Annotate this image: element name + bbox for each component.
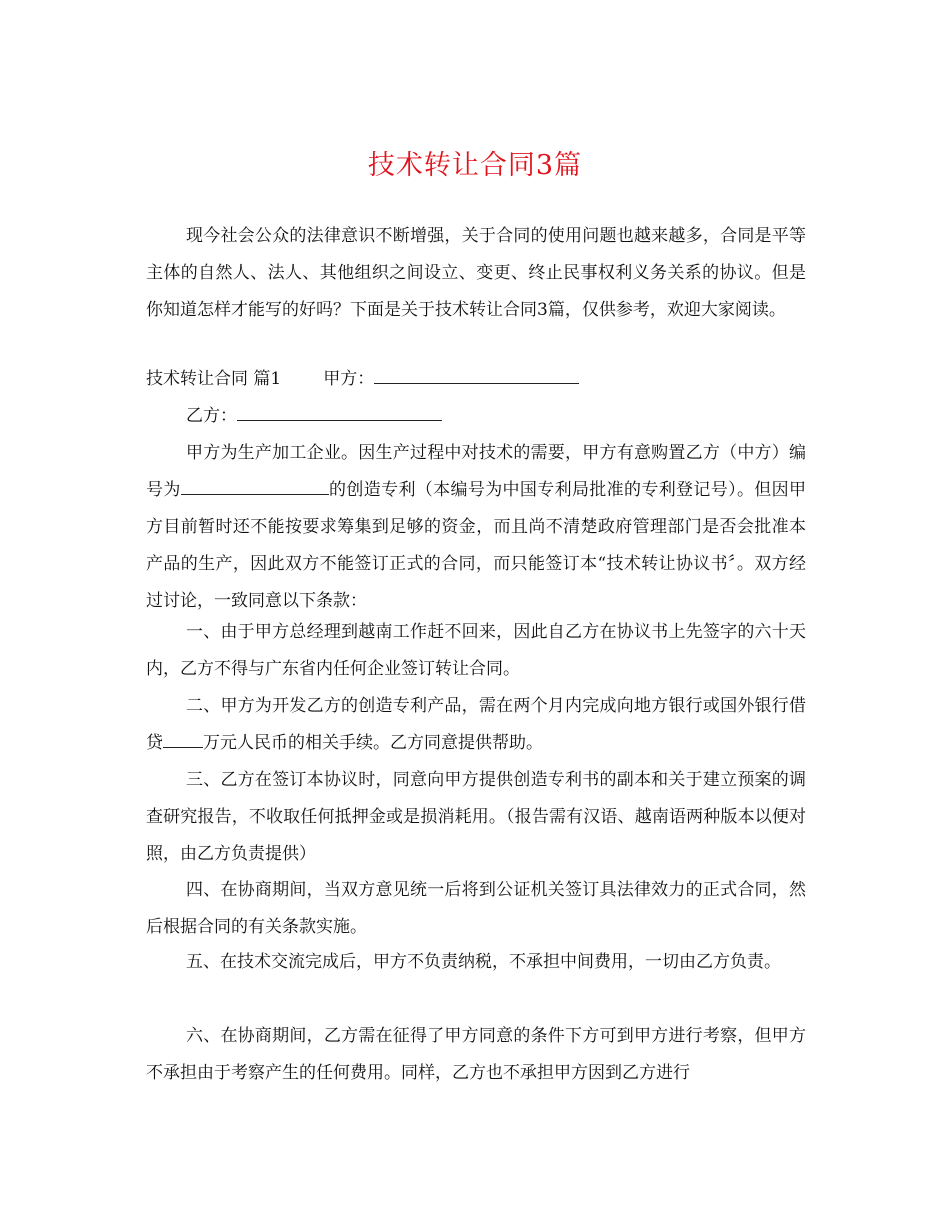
document-title: 技术转让合同3篇 bbox=[367, 150, 583, 181]
party-b-label: 乙方： bbox=[186, 406, 237, 426]
p1-text-b: 的创造专利（本编号为中国专利局批准的专利登记号）。但因甲方目前暂时还不能按要求筹集到足够的资金，而且尚不清楚政府管理部门是否会批准本产品的生产，因此双方不能签订正式的合同，而只能签订本“技术转让协议书〞。双方经过讨论，一致同意以下条款： bbox=[146, 480, 807, 611]
clause-2-text-b: 万元人民币的相关手续。乙方同意提供帮助。 bbox=[203, 733, 543, 753]
clause-3: 三、乙方在签订本协议时，同意向甲方提供创造专利书的副本和关于建立预案的调查研究报告，不收取任何抵押金或是损消耗用。（报告需有汉语、越南语两种版本以便对照，由乙方负责提供） bbox=[146, 770, 806, 864]
party-a-label: 甲方： bbox=[323, 369, 375, 389]
party-b-blank bbox=[237, 398, 442, 421]
clause-6: 六、在协商期间，乙方需在征得了甲方同意的条件下方可到甲方进行考察，但甲方不承担由于考察产生的任何费用。同样，乙方也不承担甲方因到乙方进行 bbox=[146, 1026, 806, 1083]
p1-text-a: 甲方为生产加工企业。因生产过程中对技术的需要，甲方有意购置乙方（中方）编号为 bbox=[146, 443, 806, 500]
clause-4: 四、在协商期间，当双方意见统一后将到公证机关签订具法律效力的正式合同，然后根据合同的有关条款实施。 bbox=[146, 880, 806, 937]
party-a-blank bbox=[374, 361, 579, 384]
clause-2 bbox=[146, 688, 806, 762]
party-b-row bbox=[186, 398, 442, 435]
clause-2-text-a: 二、甲方为开发乙方的创造专利产品，需在两个月内完成向地方银行或国外银行借贷 bbox=[146, 696, 806, 753]
section-heading: 技术转让合同 篇1 bbox=[146, 369, 282, 389]
clause-5: 五、在技术交流完成后，甲方不负责纳税，不承担中间费用，一切由乙方负责。 bbox=[186, 952, 781, 972]
patent-number-blank bbox=[181, 472, 329, 495]
intro-paragraph: 现今社会公众的法律意识不断增强，关于合同的使用问题也越来越多，合同是平等主体的自然人、法人、其他组织之间设立、变更、终止民事权利义务关系的协议。但是你知道怎样才能写的好吗？下面是关于技术转让合同3篇，仅供参考，欢迎大家阅读。 bbox=[146, 226, 806, 320]
loan-amount-blank bbox=[163, 725, 203, 748]
body-paragraph-1 bbox=[146, 435, 806, 620]
clause-1: 一、由于甲方总经理到越南工作赶不回来，因此自乙方在协议书上先签字的六十天内，乙方不得与广东省内任何企业签订转让合同。 bbox=[146, 622, 806, 679]
section-heading-row bbox=[146, 361, 579, 398]
